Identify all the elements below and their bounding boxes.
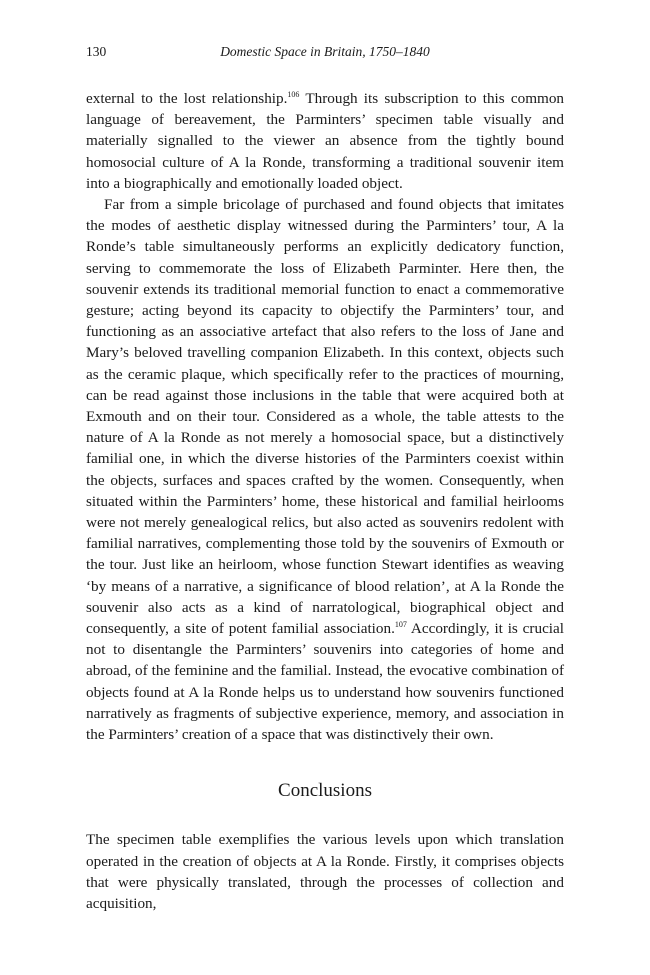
body-text: [86, 88, 564, 914]
paragraph: [86, 194, 564, 745]
paragraph-continued: [86, 88, 564, 194]
paragraph-text: Accordingly, it is crucial not to disentangle the Parminters’ souvenirs into categories of home and abroad, of the feminine and the familial. Instead, the evocative combination of objects found at A la Ronde helps us to understand how souvenirs functioned narratively as fragments of subjective experience, memory, and association in the Parminters’ creation of a space that was distinctively their own.: [86, 620, 564, 744]
section-heading: Conclusions: [278, 780, 372, 802]
paragraph-text: external to the lost relationship.: [86, 90, 288, 107]
paragraph-text: Through its subscription to this common language of bereavement, the Parminters’ specimen table visually and materially signalled to the viewer an absence from the tightly bound homosocial culture of A la Ronde, transforming a traditional souvenir item into a biographically and emotionally loaded object.: [86, 90, 565, 192]
running-title: Domestic Space in Britain, 1750–1840: [220, 44, 430, 59]
paragraph-text: The specimen table exemplifies the various levels upon which translation operated in the creation of objects at A la Ronde. Firstly, it comprises objects that were physically translated, through the processes of collection and acquisition,: [86, 831, 564, 912]
footnote-marker-106[interactable]: 106: [287, 90, 300, 99]
footnote-marker-107[interactable]: 107: [394, 620, 407, 630]
running-head: [86, 44, 564, 64]
paragraph-text: Far from a simple bricolage of purchased and found objects that imitates the modes of aesthetic display witnessed during the Parminters’ tour, A la Ronde’s table simultaneously performs an explicitly dedicatory function, serving to commemorate the loss of Elizabeth Parminter. Here then, the souvenir extends its traditional memorial function to enact a commemorative gesture; acting beyond its capacity to objectify the Parminters’ tour, and functioning as an associative artefact that also refers to the loss of Jane and Mary’s beloved travelling companion Elizabeth. In this context, objects such as the ceramic plaque, which specifically refer to the practices of mourning, can be read against those inclusions in the table that were acquired both at Exmouth and on their tour. Considered as a whole, the table attests to the nature of A la Ronde as not merely a homosocial space, but a distinctively familial one, in which the diverse histories of the Parminters coexist within the objects, surfaces and spaces crafted by the women. Consequently, when situated within the Parminters’ home, these historical and familial heirlooms were not merely genealogical relics, but also acted as souvenirs redolent with familial narratives, complementing those told by the souvenirs of Exmouth or the tour. Just like an heirloom, whose function Stewart identifies as weaving ‘by means of a narrative, a significance of blood relation’, at A la Ronde the souvenir also acts as a kind of narratological, biographical object and consequently, a site of potent familial association.: [86, 196, 564, 638]
page-number: 130: [86, 44, 107, 59]
paragraph: [86, 829, 564, 914]
